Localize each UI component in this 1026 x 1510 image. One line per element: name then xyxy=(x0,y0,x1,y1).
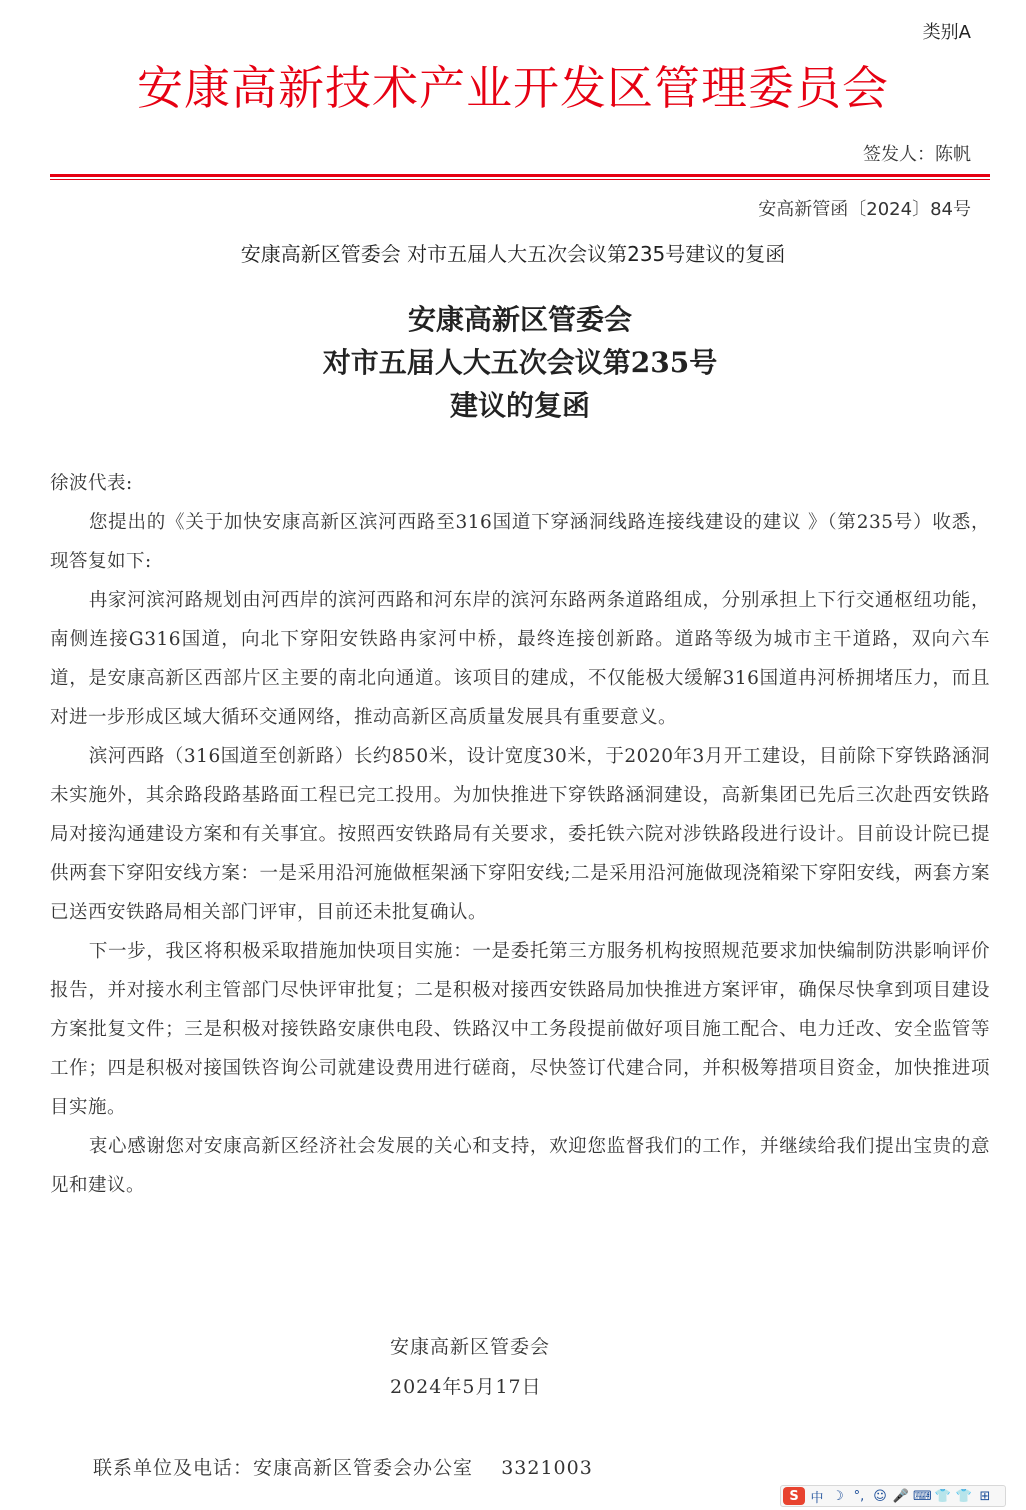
letter-body xyxy=(50,464,990,1205)
document-number: 安高新管函〔2024〕84号 xyxy=(758,199,971,220)
moon-icon[interactable]: ☽ xyxy=(832,1488,844,1504)
contact-label: 联系单位及电话： xyxy=(93,1457,254,1479)
salutation: 徐波代表: xyxy=(50,473,133,494)
shirt-icon[interactable]: 👕 xyxy=(955,1488,973,1504)
paragraph-3: 滨河西路（316国道至创新路）长约850米，设计宽度30米，于2020年3月开工建设，目前除下穿铁路涵洞未实施外，其余路段路基路面工程已完工投用。为加快推进下穿铁路涵洞建设，高新集团已先后三次赴西安铁路局对接沟通建设方案和有关事宜。按照西安铁路局有关要求，委托铁六院对涉铁路段进行设计。目前设计院已提供两套下穿阳安线方案：一是采用沿河施做框架涵下穿阳安线;二是采用沿河施做现浇箱梁下穿阳安线，两套方案已送西安铁路局相关部门评审，目前还未批复确认。 xyxy=(50,746,990,923)
contact-info xyxy=(93,1453,593,1480)
document-title xyxy=(0,298,1026,427)
subject-line: 安康高新区管委会 对市五届人大五次会议第235号建议的复函 xyxy=(240,242,786,266)
ime-toolbar[interactable] xyxy=(780,1485,1006,1507)
red-rule-thin xyxy=(50,179,990,180)
grid-icon[interactable]: ⊞ xyxy=(979,1488,991,1504)
category-label: 类别A xyxy=(922,22,971,43)
paragraph-1: 您提出的《关于加快安康高新区滨河西路至316国道下穿涵洞线路连接线建设的建议 》（第235号）收悉，现答复如下: xyxy=(50,512,990,572)
org-title: 安康高新技术产业开发区管理委员会 xyxy=(137,61,889,115)
sogou-logo-icon[interactable]: S xyxy=(783,1487,805,1505)
signature-date: 2024年5月17日 xyxy=(390,1376,542,1398)
title-line-1: 安康高新区管委会 xyxy=(407,303,632,336)
mic-icon[interactable]: 🎤 xyxy=(892,1488,910,1504)
skin-icon[interactable]: 👕 xyxy=(934,1488,952,1504)
signature-org: 安康高新区管委会 xyxy=(390,1336,551,1358)
chinese-mode-icon[interactable]: 中 xyxy=(810,1490,824,1506)
keyboard-icon[interactable]: ⌨ xyxy=(913,1488,932,1504)
red-rule-thick xyxy=(50,174,990,177)
punctuation-icon[interactable]: °, xyxy=(853,1488,865,1504)
signer: 签发人：陈帆 xyxy=(863,144,971,165)
contact-unit: 安康高新区管委会办公室 xyxy=(253,1457,474,1479)
paragraph-2: 冉家河滨河路规划由河西岸的滨河西路和河东岸的滨河东路两条道路组成，分别承担上下行交通枢纽功能，南侧连接G316国道，向北下穿阳安铁路冉家河中桥，最终连接创新路。道路等级为城市主干道路，双向六车道，是安康高新区西部片区主要的南北向通道。该项目的建成，不仅能极大缓解316国道冉河桥拥堵压力，而且对进一步形成区域大循环交通网络，推动高新区高质量发展具有重要意义。 xyxy=(50,590,990,728)
title-line-3: 建议的复函 xyxy=(449,389,590,422)
paragraph-5: 衷心感谢您对安康高新区经济社会发展的关心和支持，欢迎您监督我们的工作，并继续给我们提出宝贵的意见和建议。 xyxy=(50,1136,990,1196)
paragraph-4: 下一步，我区将积极采取措施加快项目实施：一是委托第三方服务机构按照规范要求加快编制防洪影响评价报告，并对接水利主管部门尽快评审批复；二是积极对接西安铁路局加快推进方案评审，确保尽快拿到项目建设方案批复文件；三是积极对接铁路安康供电段、铁路汉中工务段提前做好项目施工配合、电力迁改、安全监管等工作；四是积极对接国铁咨询公司就建设费用进行磋商，尽快签订代建合同，并积极筹措项目资金，加快推进项目实施。 xyxy=(50,941,990,1118)
emoji-icon[interactable]: ☺ xyxy=(873,1488,887,1504)
title-line-2: 对市五届人大五次会议第235号 xyxy=(322,346,718,379)
contact-phone: 3321003 xyxy=(501,1457,593,1479)
